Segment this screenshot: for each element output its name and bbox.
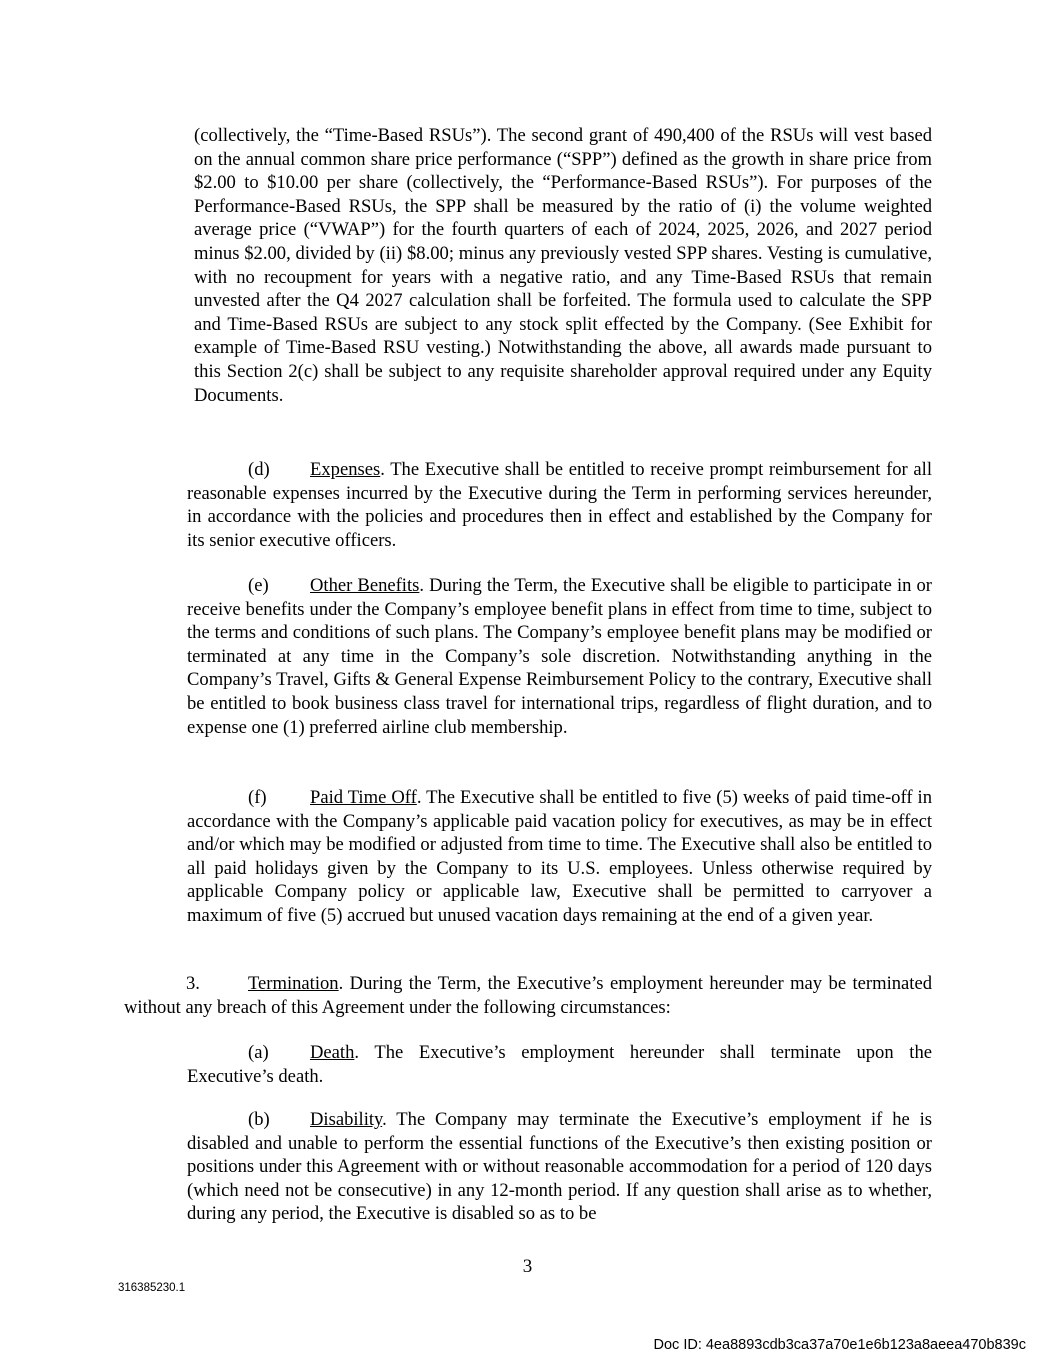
- section-d-expenses: [187, 458, 932, 552]
- section-a-death: [187, 1041, 932, 1088]
- section-3-termination: [124, 972, 932, 1019]
- page-number: 3: [522, 1256, 533, 1277]
- section-heading: Paid Time Off: [310, 787, 417, 808]
- document-id: Doc ID: 4ea8893cdb3ca37a70e1e6b123a8aeea470b839c: [653, 1337, 1026, 1353]
- section-heading: Expenses: [310, 459, 381, 480]
- continuation-paragraph: (collectively, the “Time-Based RSUs”). The second grant of 490,400 of the RSUs will vest based on the annual common share price performance (“SPP”) defined as the growth in share price from $2.00 to $10.00 per share (collectively, the “Performance-Based RSUs”). For purposes of the Performance-Based RSUs, the SPP shall be measured by the ratio of (i) the volume weighted average price (“VWAP”) for the fourth quarters of each of 2024, 2025, 2026, and 2027 period minus $2.00, divided by (ii) $8.00; minus any previously vested SPP shares. Vesting is cumulative, with no recoupment for years with a negative ratio, and any Time-Based RSUs that remain unvested after the Q4 2027 calculation shall be forfeited. The formula used to calculate the SPP and Time-Based RSUs are subject to any stock split effected by the Company. (See Exhibit for example of Time-Based RSU vesting.) Notwithstanding the above, all awards made pursuant to this Section 2(c) shall be subject to any requisite shareholder approval required under any Equity Documents.: [194, 125, 932, 406]
- section-label: (a): [248, 1042, 269, 1063]
- section-heading: Disability: [310, 1109, 383, 1130]
- section-label: (f): [248, 787, 267, 808]
- section-label: 3.: [186, 973, 200, 994]
- section-heading: Death: [310, 1042, 355, 1063]
- document-number: 316385230.1: [118, 1282, 186, 1294]
- section-body: . The Executive shall be entitled to receive prompt reimbursement for all reasonable expenses incurred by the Executive during the Term in performing services hereunder, in accordance with the policies and procedures then in effect and established by the Company for its senior executive officers.: [187, 459, 932, 551]
- section-e-other-benefits: [187, 574, 932, 739]
- section-f-paid-time-off: [187, 786, 932, 928]
- section-b-disability: [187, 1108, 932, 1226]
- section-heading: Other Benefits: [310, 575, 420, 596]
- section-body: . During the Term, the Executive shall be eligible to participate in or receive benefits under the Company’s employee benefit plans in effect from time to time, subject to the terms and conditions of such plans. The Company’s employee benefit plans may be modified or terminated at any time in the Company’s sole discretion. Notwithstanding anything in the Company’s Travel, Gifts & General Expense Reimbursement Policy to the contrary, Executive shall be entitled to book business class travel for international trips, regardless of flight duration, and to expense one (1) preferred airline club membership.: [187, 575, 932, 738]
- section-body: . The Executive’s employment hereunder shall terminate upon the Executive’s death.: [187, 1042, 932, 1087]
- section-body: . The Executive shall be entitled to five (5) weeks of paid time-off in accordance with the Company’s applicable paid vacation policy for executives, as may be in effect and/or which may be modified or adjusted from time to time. The Executive shall also be entitled to all paid holidays given by the Company to its U.S. employees. Unless otherwise required by applicable Company policy or applicable law, Executive shall be permitted to carryover a maximum of five (5) accrued but unused vacation days remaining at the end of a given year.: [187, 787, 932, 926]
- section-body: . During the Term, the Executive’s employment hereunder may be terminated without any breach of this Agreement under the following circumstances:: [124, 973, 932, 1018]
- section-label: (b): [248, 1109, 270, 1130]
- section-label: (e): [248, 575, 269, 596]
- section-heading: Termination: [248, 973, 339, 994]
- section-body: . The Company may terminate the Executive’s employment if he is disabled and unable to perform the essential functions of the Executive’s then existing position or positions under this Agreement with or without reasonable accommodation for a period of 120 days (which need not be consecutive) in any 12-month period. If any question shall arise as to whether, during any period, the Executive is disabled so as to be: [187, 1109, 932, 1225]
- section-label: (d): [248, 459, 270, 480]
